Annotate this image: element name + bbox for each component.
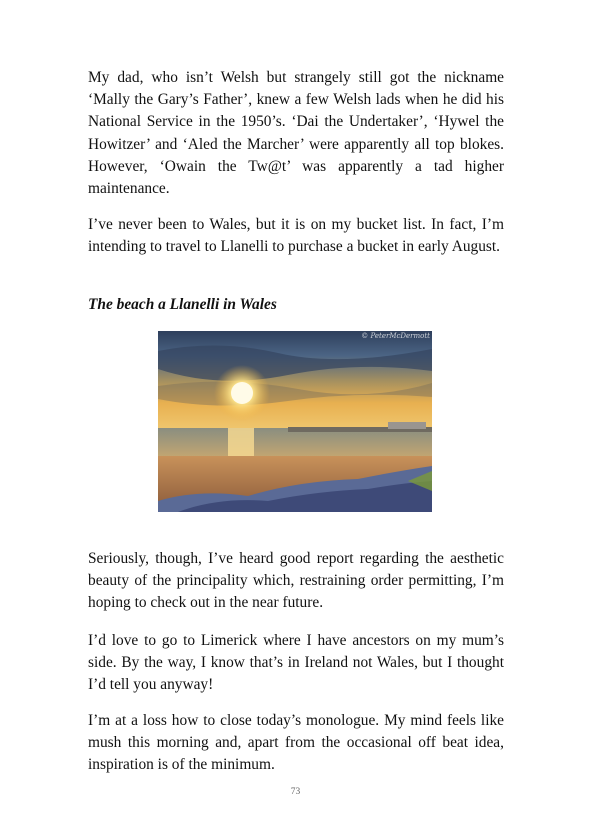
- paragraph-monologue: I’m at a loss how to close today’s monologue. My mind feels like mush this morning and, apart from the occasional off beat idea, inspiration is of the minimum.: [88, 712, 504, 774]
- paragraph-bucket-list: I’ve never been to Wales, but it is on my bucket list. In fact, I’m intending to travel to Llanelli to purchase a bucket in early August.: [88, 216, 504, 256]
- paragraph-national-service: My dad, who isn’t Welsh but strangely still got the nickname ‘Mally the Gary’s Father’, knew a few Welsh lads when he did his National Service in the 1950’s. ‘Dai the Undertaker’, ‘Hywel the Howitzer’ and ‘Aled the Marcher’ were apparently all top blokes. However, ‘Owain the Tw@t’ was apparently a tad higher maintenance.: [88, 69, 504, 198]
- paragraph-principality: Seriously, though, I’ve heard good report regarding the aesthetic beauty of the principality which, restraining order permitting, I’m hoping to check out in the near future.: [88, 550, 504, 612]
- beach-sunset-photo: [158, 331, 432, 512]
- photo-caption-heading: The beach a Llanelli in Wales: [88, 296, 277, 313]
- page-number: 73: [290, 787, 301, 797]
- photo-watermark: © PeterMcDermott: [361, 332, 430, 340]
- paragraph-limerick: I’d love to go to Limerick where I have ancestors on my mum’s side. By the way, I know that’s in Ireland not Wales, but I thought I’d tell you anyway!: [88, 632, 504, 694]
